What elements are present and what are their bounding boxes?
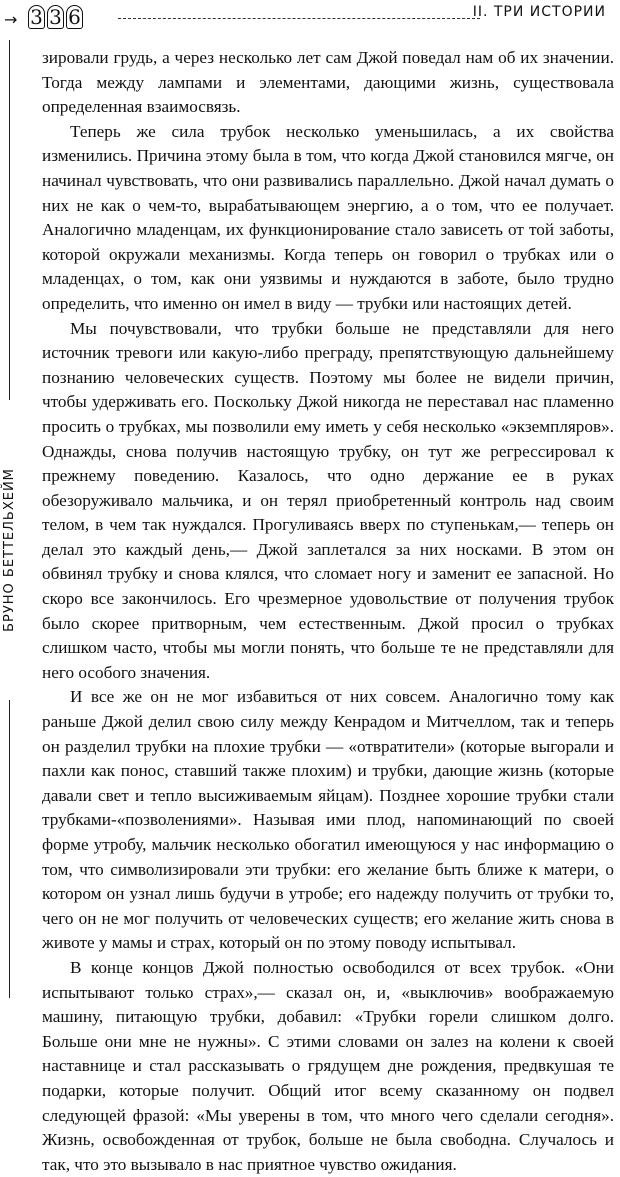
- header-dashed-rule: [118, 18, 480, 19]
- page-number: [28, 4, 85, 30]
- side-author-title: [0, 400, 20, 700]
- paragraph: Мы почувствовали, что трубки больше не представляли для него источник тревоги или какую-либо преграду, препятствующую дальнейшему познанию человеческих существ. Поэтому мы более не видели причин, чтобы удерживать его. Поскольку Джой никогда не переставал нас пламенно просить о трубках, мы позволили ему иметь у себя несколько «экземпляров». Однажды, снова получив настоящую трубку, он тут же регрессировал к прежнему поведению. Казалось, что одно держание ее в руках обезоруживало мальчика, и он терял приобретенный контроль над своим телом, в чем так нуждался. Прогуливаясь вверх по ступенькам,— теперь он делал это каждый день,— Джой заплетался за них носками. В этом он обвинял трубку и снова клялся, что сломает ногу и заменит ее запасной. Но скоро все закончилось. Его чрезмерное удовольствие от получения трубок было скорее притворным, чем естественным. Джой просил о трубках слишком часто, чтобы мы могли понять, что больше те не представляли для него особого значения.: [42, 318, 614, 682]
- paragraph: зировали грудь, а через несколько лет сам Джой поведал нам об их значении. Тогда между лампами и элементами, дающими жизнь, существовала определенная взаимосвязь.: [42, 48, 614, 117]
- side-author-text: БРУНО БЕТТЕЛЬХЕЙМ: [2, 400, 22, 700]
- running-title: II. ТРИ ИСТОРИИ: [472, 4, 606, 20]
- paragraph: Теперь же сила трубок несколько уменьшилась, а их свойства изменились. Причина этому была в том, что когда Джой становился мягче, он начинал чувствовать, что они развивались параллельно. Джой начал думать о них не как о чем-то, вырабатывающем энергию, а о том, что ее получает. Аналогично младенцам, их функционирование стало зависеть от той заботы, которой окружали механизмы. Когда теперь он говорил о трубках или о младенцах, о том, как они уязвимы и нуждаются в заботе, было трудно определить, что именно он имел в виду — трубки или настоящих детей.: [42, 121, 614, 313]
- page-number-digit: 3: [28, 5, 45, 29]
- body-text: [42, 46, 614, 1177]
- page-header: [0, 0, 620, 40]
- ornament-arrow-icon: →: [4, 10, 18, 29]
- paragraph: И все же он не мог избавиться от них совсем. Аналогично тому как раньше Джой делил свою силу между Кенрадом и Митчеллом, так и теперь он разделил трубки на плохие трубки — «отвратители» (которые выгорали и пахли как понос, ставший также плохим) и трубки, дающие жизнь (которые давали свет и тепло высиживаемым яйцам). Позднее хорошие трубки стали трубками-«позволениями». Называя ими плод, напоминающий по своей форме утробу, мальчик несколько обогатил имеющуюся у нас информацию о том, что символизировали эти трубки: его желание быть ближе к матери, о котором он узнал лишь будучи в утробе; его надежду получить от трубки то, чего он не мог получить от человеческих существ; его желание жить снова в животе у мамы и страх, который он по этому поводу испытывал.: [42, 687, 614, 953]
- paragraph: В конце концов Джой полностью освободился от всех трубок. «Они испытывают только страх»,— сказал он, и, «выключив» воображаемую машину, питающую трубки, добавил: «Трубки горели слишком долго. Больше они мне не нужны». С этими словами он залез на колени к своей наставнице и стал рассказывать о грядущем дне рождения, предвкушая те подарки, которые получит. Общий итог всему сказанному он подвел следующей фразой: «Мы уверены в том, что много чего сделали сегодня». Жизнь, освобожденная от трубок, больше не была свободна. Случалось и так, что это вызывало в нас приятное чувство ожидания.: [42, 957, 614, 1174]
- page-number-digit: 3: [47, 5, 64, 29]
- page-number-digit: 6: [66, 5, 83, 29]
